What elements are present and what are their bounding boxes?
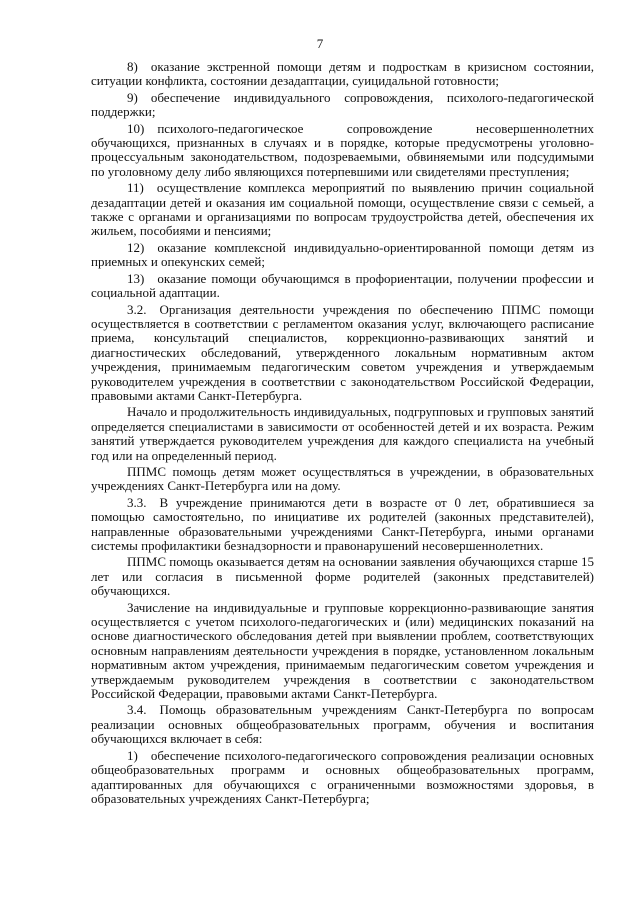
list-item-11: 11) осуществление комплекса мероприятий по выявлению причин социальной дезадаптации детей и оказания им социальной помощи, осуществление связи с семьей, а также с органами и организациями по вопросам трудоустройства детей, обеспечения их жильем, пособиями и пенсиями; <box>91 180 594 239</box>
paragraph-consent: ППМС помощь оказывается детям на основании заявления обучающихся старше 15 лет или согласия в письменной форме родителей (законных представителей) обучающихся. <box>91 554 594 599</box>
document-body <box>91 60 594 808</box>
list-item-9: 9) обеспечение индивидуального сопровождения, психолого-педагогической поддержки; <box>91 89 594 120</box>
list-item-10: 10) психолого-педагогическое сопровождение несовершеннолетних обучающихся, признанных в случаях и в порядке, которые предусмотрены уголовно-процессуальным законодательством, подозреваемыми, обвиняемыми или подсудимыми по уголовному делу либо являющихся потерпевшими или свидетелями преступления; <box>91 120 594 179</box>
list-item-1: 1) обеспечение психолого-педагогического сопровождения реализации основных общеобразовательных программ и основных общеобразовательных программ, адаптированных для обучающихся с ограниченными возможностями здоровья, в образовательных учреждениях Санкт-Петербурга; <box>91 747 594 806</box>
section-3-2: 3.2. Организация деятельности учреждения по обеспечению ППМС помощи осуществляется в соответствии с регламентом оказания услуг, включающего расписание приема, консультаций специалистов, коррекционно-развивающих занятий и диагностических обследований, утвержденного локальным нормативным актом учреждения, принимаемым педагогическим советом учреждения и утверждаемым руководителем учреждения в соответствии с законодательством Российской Федерации, правовыми актами Санкт-Петербурга. <box>91 301 594 403</box>
paragraph-location: ППМС помощь детям может осуществляться в учреждении, в образовательных учреждениях Санкт-Петербурга или на дому. <box>91 463 594 494</box>
section-3-3: 3.3. В учреждение принимаются дети в возрасте от 0 лет, обратившиеся за помощью самостоятельно, по инициативе их родителей (законных представителей), направленные образовательными учреждениями Санкт-Петербурга, иными органами системы профилактики безнадзорности и правонарушений несовершеннолетних. <box>91 494 594 553</box>
section-3-4: 3.4. Помощь образовательным учреждениям Санкт-Петербурга по вопросам реализации основных общеобразовательных программ, обучения и воспитания обучающихся включает в себя: <box>91 702 594 747</box>
paragraph-enrollment: Зачисление на индивидуальные и групповые коррекционно-развивающие занятия осуществляется с учетом психолого-педагогических и (или) медицинских показаний на основе диагностического обследования детей при выявлении проблем, соответствующих основным направлениям деятельности учреждения в порядке, установленном локальным нормативным актом учреждения, принимаемым педагогическим советом учреждения и утверждаемым руководителем учреждения в соответствии с законодательством Российской Федерации, правовыми актами Санкт-Петербурга. <box>91 599 594 702</box>
page-number: 7 <box>316 36 324 51</box>
paragraph-schedule: Начало и продолжительность индивидуальных, подгрупповых и групповых занятий определяется специалистами в зависимости от особенностей детей и их возраста. Режим занятий утверждается руководителем учреждения для каждого специалиста на учебный год или на определенный период. <box>91 404 594 463</box>
list-item-8: 8) оказание экстренной помощи детям и подросткам в кризисном состоянии, ситуации конфликта, состоянии дезадаптации, суицидальной готовности; <box>91 59 594 89</box>
list-item-13: 13) оказание помощи обучающимся в профориентации, получении профессии и социальной адаптации. <box>91 270 594 301</box>
list-item-12: 12) оказание комплексной индивидуально-ориентированной помощи детям из приемных и опекунских семей; <box>91 239 594 270</box>
